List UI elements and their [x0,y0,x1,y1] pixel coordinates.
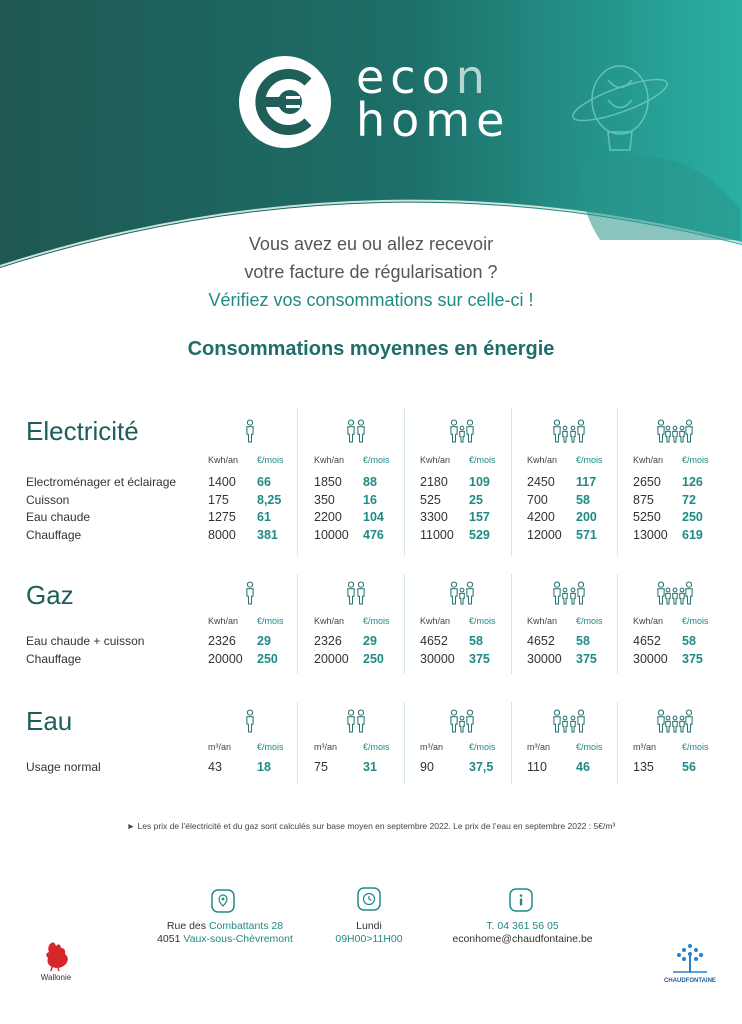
row-label: Cuisson [26,492,70,507]
unit-header-eur: €/mois [469,616,496,626]
consumption-value: 4200 [527,510,555,524]
unit-header: m³/an [633,742,657,752]
wallonie-label: Wallonie [40,973,72,982]
column-divider [511,408,512,556]
row-label: Eau chaude + cuisson [26,634,145,648]
eau-title: Eau [26,706,73,736]
column-divider [297,574,298,674]
unit-header: Kwh/an [314,455,345,465]
one-person-icon [230,416,270,446]
column-divider [404,702,405,784]
column-divider [511,574,512,674]
unit-header-eur: €/mois [469,455,496,465]
cost-value: 250 [682,510,703,524]
consumption-value: 2326 [208,634,236,648]
cost-value: 109 [469,475,490,489]
consumption-value: 20000 [314,651,349,666]
four-persons-icon [549,578,589,608]
cost-value: 571 [576,527,597,542]
clock-icon [357,887,381,911]
row-label: Electroménager et éclairage [26,475,177,489]
four-persons-icon [549,706,589,736]
consumption-value: 43 [208,760,222,774]
five-persons-icon [655,416,695,446]
brand-wordmark [356,50,511,147]
unit-header: Kwh/an [208,616,239,626]
consumption-value: 10000 [314,527,349,542]
consumption-value: 2650 [633,475,661,489]
email-link[interactable]: econhome@chaudfontaine.be [452,933,593,945]
unit-header-eur: €/mois [469,742,496,752]
consumption-value: 30000 [527,651,562,666]
brand-line1: econ [356,50,491,104]
consumption-value: 4652 [633,634,661,648]
econhome-logo-icon [238,52,333,152]
unit-header-eur: €/mois [257,455,284,465]
consumption-value: 1400 [208,475,236,489]
unit-header-eur: €/mois [682,742,709,752]
consumption-value: 12000 [527,527,562,542]
cost-value: 18 [257,760,271,774]
price-note: ► Les prix de l’électricité et du gaz sont calculés sur base moyen en septembre 2022. Le prix de l’eau en septembre 2022 : 5€/m³ [126,821,616,831]
intro-line3: Vérifiez vos consommations sur celle-ci ! [208,290,534,310]
consumption-value: 8000 [208,527,236,542]
consumption-value: 5250 [633,510,661,524]
unit-header-eur: €/mois [682,616,709,626]
cost-value: 375 [576,651,597,666]
cost-value: 476 [363,527,384,542]
consumption-value: 2180 [420,475,448,489]
consumption-value: 3300 [420,510,448,524]
cost-value: 72 [682,492,696,507]
consumption-value: 2326 [314,634,342,648]
address [140,920,310,946]
five-persons-icon [655,706,695,736]
cost-value: 529 [469,527,490,542]
consumption-value: 2450 [527,475,555,489]
intro-line2: votre facture de régularisation ? [244,262,498,282]
column-divider [404,408,405,556]
four-persons-icon [549,416,589,446]
gaz-section [0,570,742,680]
unit-header-eur: €/mois [576,455,603,465]
consumption-value: 110 [527,760,547,774]
info-icon [509,888,533,912]
consumption-value: 4652 [420,634,448,648]
one-person-icon [230,706,270,736]
column-divider [617,702,618,784]
wallonie-rooster-logo-icon [40,940,74,972]
cost-value: 200 [576,510,597,524]
unit-header: Kwh/an [208,455,239,465]
two-persons-icon [336,578,376,608]
cost-value: 25 [469,492,483,507]
unit-header: Kwh/an [420,455,451,465]
row-label: Chauffage [26,651,82,666]
cost-value: 46 [576,760,590,774]
phone-number[interactable]: T. 04 361 56 05 [486,920,559,932]
consumption-value: 30000 [633,651,668,666]
consumption-value: 90 [420,760,434,774]
contact[interactable] [440,920,605,946]
cost-value: 88 [363,475,377,489]
unit-header-eur: €/mois [576,616,603,626]
unit-header-eur: €/mois [257,742,284,752]
cost-value: 8,25 [257,492,282,507]
hours-time: 09H00>11H00 [335,933,403,945]
consumption-value: 875 [633,492,654,507]
opening-hours [314,920,424,946]
consumption-value: 75 [314,760,328,774]
cost-value: 61 [257,510,271,524]
intro-text [0,230,742,314]
consumption-value: 4652 [527,634,555,648]
cost-value: 375 [682,651,703,666]
cost-value: 58 [576,634,590,648]
chaudfontaine-tree-logo-icon [667,942,713,976]
consumption-value: 350 [314,492,335,507]
two-persons-icon [336,416,376,446]
cost-value: 66 [257,475,271,489]
column-divider [617,574,618,674]
one-person-icon [230,578,270,608]
consumption-value: 525 [420,492,441,507]
three-persons-icon [442,416,482,446]
chaudfontaine-label: CHAUDFONTAINE [664,978,716,984]
column-divider [511,702,512,784]
consumption-value: 20000 [208,651,243,666]
cost-value: 29 [257,634,271,648]
location-pin-icon [211,889,235,913]
row-label: Eau chaude [26,510,91,524]
three-persons-icon [442,706,482,736]
address-line2: 4051 Vaux-sous-Chèvremont [157,933,293,945]
cost-value: 58 [682,634,696,648]
hours-day: Lundi [356,920,382,932]
two-persons-icon [336,706,376,736]
unit-header: Kwh/an [633,616,664,626]
cost-value: 16 [363,492,377,507]
cost-value: 250 [363,651,384,666]
unit-header: m³/an [314,742,338,752]
consumption-value: 30000 [420,651,455,666]
gaz-title: Gaz [26,580,74,610]
brand-line2: home [356,93,511,147]
cost-value: 37,5 [469,760,494,774]
unit-header-eur: €/mois [576,742,603,752]
cost-value: 126 [682,475,703,489]
cost-value: 157 [469,510,490,524]
consumption-value: 11000 [420,527,454,542]
electricite-title: Electricité [26,416,139,446]
column-divider [297,408,298,556]
unit-header: m³/an [208,742,232,752]
consumption-value: 700 [527,492,548,507]
unit-header: Kwh/an [527,455,558,465]
eau-section [0,698,742,790]
unit-header: Kwh/an [314,616,345,626]
cost-value: 29 [363,634,377,648]
unit-header-eur: €/mois [363,616,390,626]
cost-value: 117 [576,475,597,489]
column-divider [297,702,298,784]
address-line1: Rue des Combattants 28 [166,920,284,932]
lightbulb-hand-icon [560,40,740,240]
unit-header-eur: €/mois [682,455,709,465]
five-persons-icon [655,578,695,608]
section-title: Consommations moyennes en énergie [187,338,555,360]
unit-header: m³/an [527,742,551,752]
electricite-section [0,404,742,562]
cost-value: 56 [682,760,696,774]
unit-header: Kwh/an [527,616,558,626]
cost-value: 381 [257,527,278,542]
row-label: Chauffage [26,527,82,542]
consumption-value: 175 [208,492,229,507]
consumption-value: 1850 [314,475,342,489]
unit-header: m³/an [420,742,444,752]
cost-value: 375 [469,651,490,666]
column-divider [404,574,405,674]
unit-header: Kwh/an [420,616,451,626]
unit-header-eur: €/mois [257,616,284,626]
cost-value: 250 [257,651,278,666]
column-divider [617,408,618,556]
cost-value: 58 [469,634,483,648]
three-persons-icon [442,578,482,608]
unit-header-eur: €/mois [363,742,390,752]
unit-header-eur: €/mois [363,455,390,465]
unit-header: Kwh/an [633,455,664,465]
cost-value: 619 [682,527,703,542]
consumption-value: 1275 [208,510,236,524]
row-label: Usage normal [26,760,101,774]
intro-line1: Vous avez eu ou allez recevoir [248,234,494,254]
cost-value: 104 [363,510,384,524]
consumption-value: 135 [633,760,654,774]
consumption-value: 13000 [633,527,668,542]
consumption-value: 2200 [314,510,342,524]
cost-value: 58 [576,492,590,507]
cost-value: 31 [363,760,377,774]
